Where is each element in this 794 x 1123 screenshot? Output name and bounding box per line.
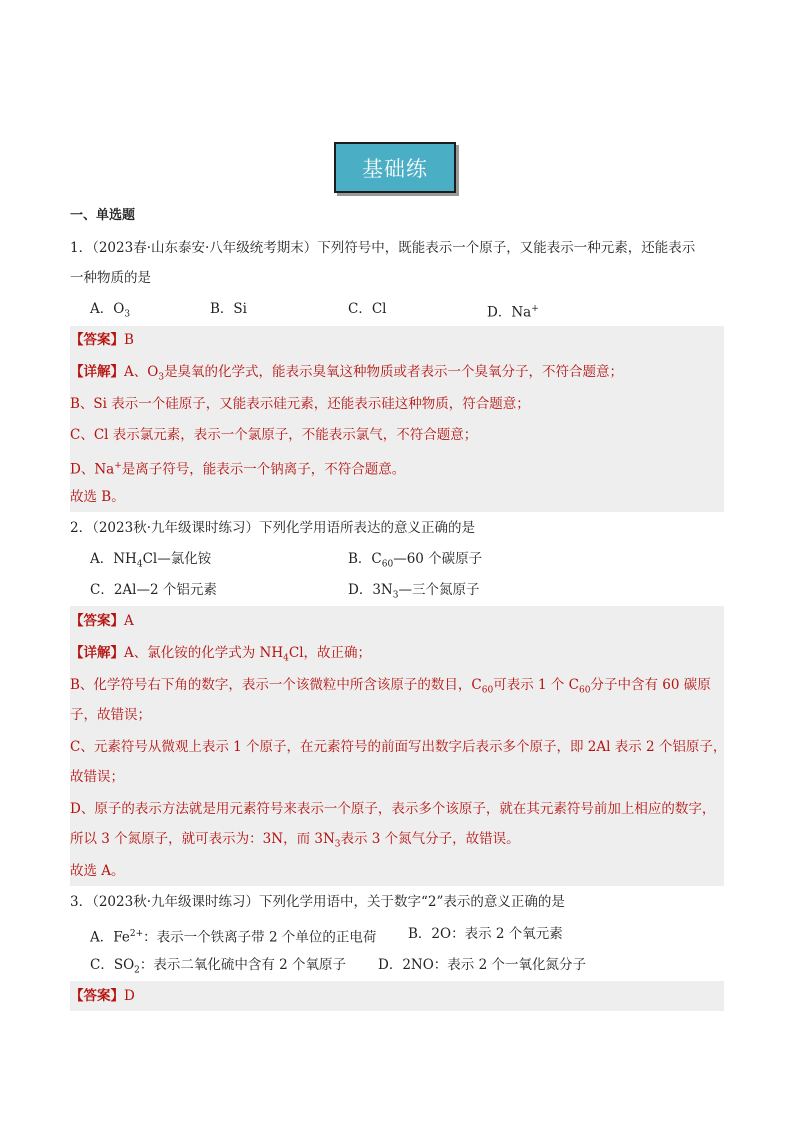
q1-answer-panel bbox=[70, 326, 724, 512]
q1-option-d: D．Na+ bbox=[487, 304, 539, 321]
q2-option-c: C．2Al—2 个铝元素 bbox=[90, 582, 217, 598]
q1-detail-line1: 【详解】A、$O_3$是臭氧的化学式，能表示臭氧这种物质或者表示一个臭氧分子，不符合题意； bbox=[70, 364, 624, 383]
q1-answer: 【答案】B bbox=[70, 332, 134, 348]
page-title: 基础练 bbox=[334, 142, 456, 193]
section-heading: 一、单选题 bbox=[70, 208, 136, 223]
q3-option-c: C．$SO_2$：表示二氧化硫中含有 2 个氧原子 bbox=[90, 957, 347, 976]
q2-detail-line7: 所以 3 个氮原子，就可表示为：3N，而 $3N_3$表示 3 个氮气分子，故错误。 bbox=[70, 831, 520, 850]
q2-detail-line2: B、化学符号右下角的数字，表示一个该微粒中所含该原子的数目，$C_{60}$可表示 1 个 $C_{60}$分子中含有 60 碳原 bbox=[70, 677, 711, 696]
q2-conclusion: 故选 A。 bbox=[70, 863, 125, 879]
q1-option-c: C．Cl bbox=[348, 301, 387, 317]
q1-option-b: B．Si bbox=[210, 301, 247, 317]
q1-detail-line3: C、Cl 表示氯元素，表示一个氯原子，不能表示氯气，不符合题意； bbox=[70, 427, 478, 443]
q2-option-a: A．$NH_4Cl—$氯化铵 bbox=[90, 551, 212, 570]
q3-answer: 【答案】D bbox=[70, 988, 135, 1004]
q2-detail-line5: 故错误； bbox=[70, 769, 124, 785]
q3-option-a: A．$Fe^{2+}$：表示一个铁离子带 2 个单位的正电荷 bbox=[90, 929, 377, 946]
q3-option-b: B．2O：表示 2 个氧元素 bbox=[408, 926, 563, 942]
q2-detail-line3: 子，故错误； bbox=[70, 707, 151, 723]
q1-conclusion: 故选 B。 bbox=[70, 489, 125, 505]
q3-option-d: D．2NO：表示 2 个一氧化氮分子 bbox=[378, 957, 586, 973]
q2-detail-line6: D、原子的表示方法就是用元素符号来表示一个原子，表示多个该原子，就在其元素符号前加上相应的数字， bbox=[70, 801, 716, 817]
q2-answer: 【答案】A bbox=[70, 613, 134, 629]
q2-option-b: B．$C_{60}—60$ 个碳原子 bbox=[348, 551, 483, 570]
q1-detail-line2: B、Si 表示一个硅原子，又能表示硅元素，还能表示硅这种物质，符合题意； bbox=[70, 396, 530, 412]
q2-stem: 2．（2023秋·九年级课时练习）下列化学用语所表达的意义正确的是 bbox=[70, 520, 475, 536]
q1-option-a: A．$O_3$ bbox=[90, 301, 131, 320]
q3-stem: 3．（2023秋·九年级课时练习）下列化学用语中，关于数字“2”表示的意义正确的是 bbox=[70, 894, 565, 910]
q2-detail-line1: 【详解】A、氯化铵的化学式为 $NH_4Cl$，故正确； bbox=[70, 645, 372, 664]
q2-option-d: D．$3N_3—$三个氮原子 bbox=[348, 582, 480, 601]
q1-stem-line1: 1．（2023春·山东泰安·八年级统考期末）下列符号中，既能表示一个原子，又能表示一种元素，还能表示 bbox=[70, 240, 696, 256]
q2-detail-line4: C、元素符号从微观上表示 1 个原子，在元素符号的前面写出数字后表示多个原子，即 2Al 表示 2 个铝原子， bbox=[70, 739, 727, 755]
q1-detail-line4: D、Na+是离子符号，能表示一个钠离子，不符合题意。 bbox=[70, 461, 406, 478]
q1-stem-line2: 一种物质的是 bbox=[70, 270, 151, 286]
